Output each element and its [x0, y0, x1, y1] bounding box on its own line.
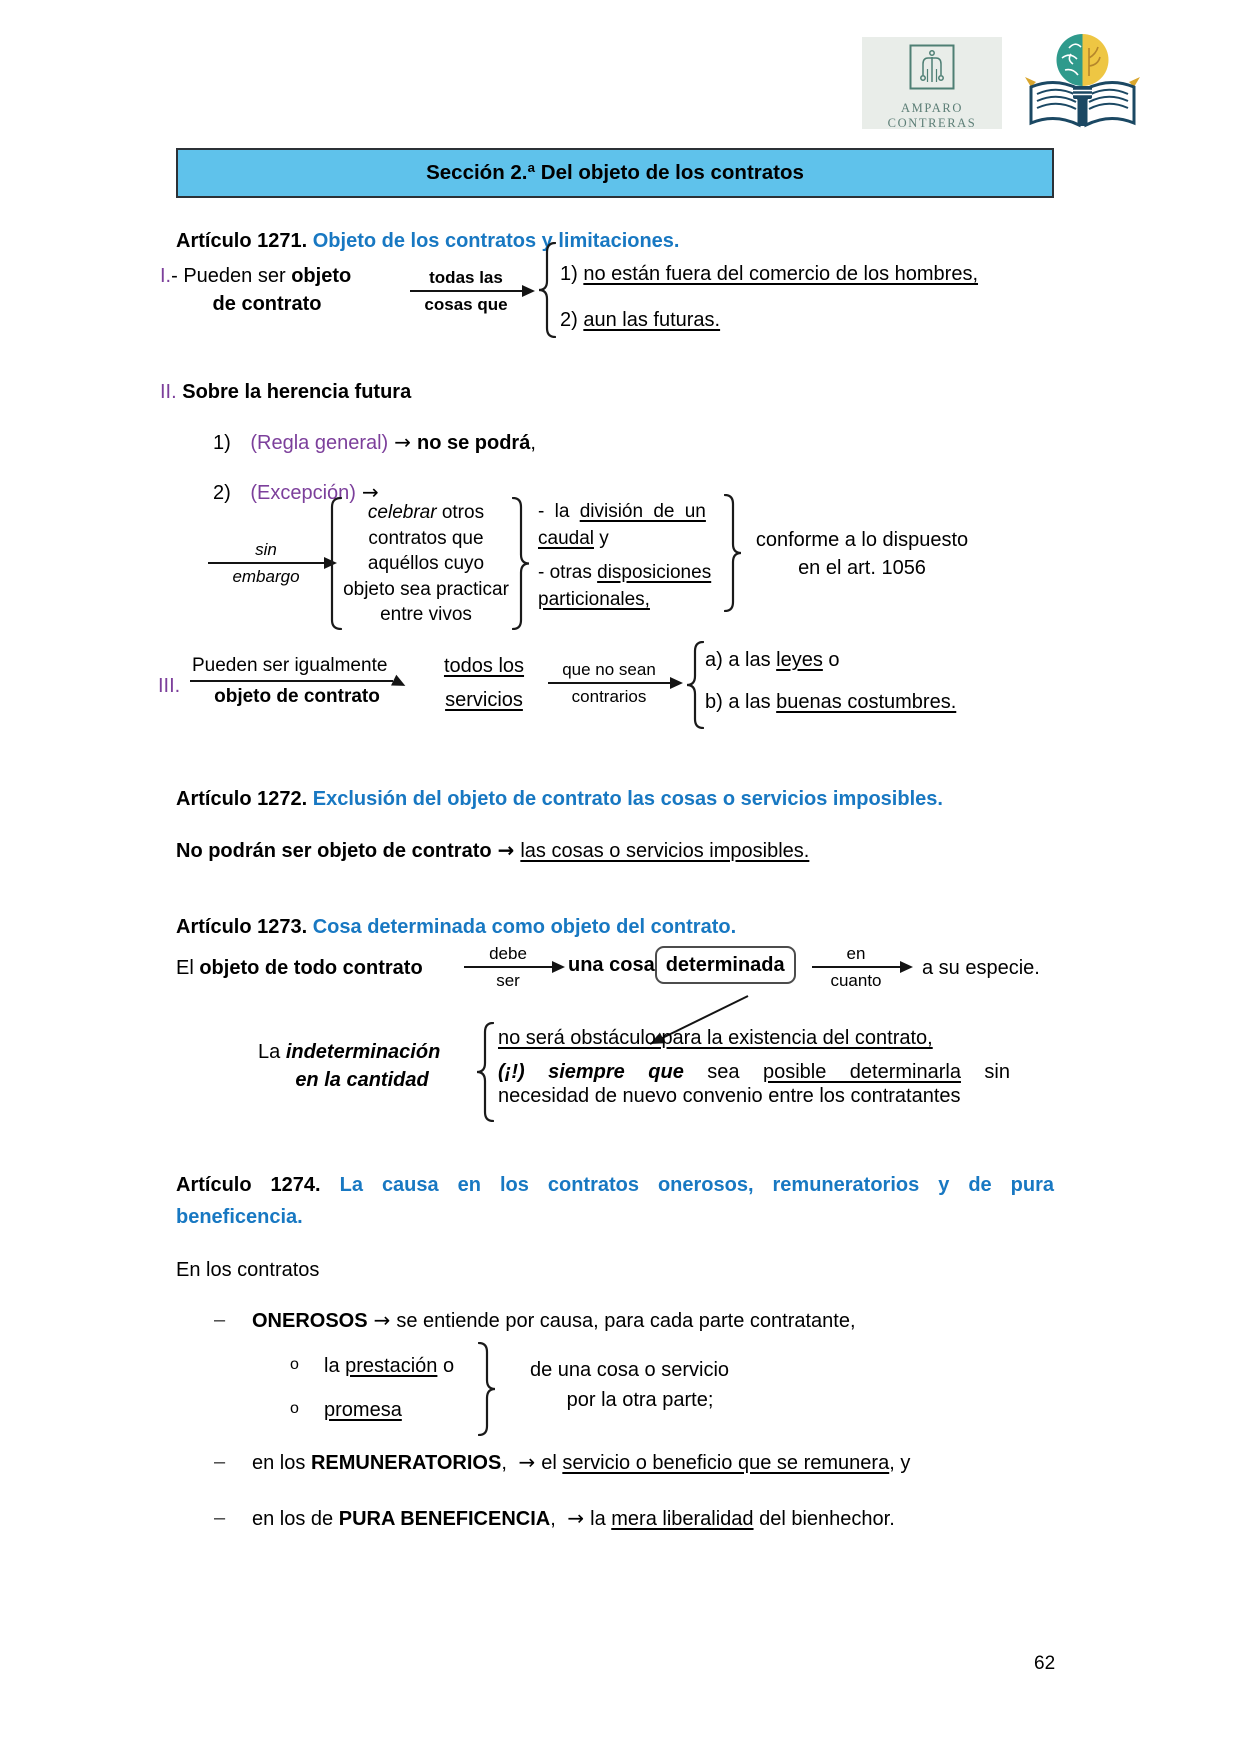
s3-b-num: b) — [705, 691, 729, 713]
right-arrow-icon: → — [373, 1308, 391, 1332]
ser-label: ser — [496, 971, 520, 990]
s3-flow-arrow — [548, 660, 670, 706]
g2-l2u: caudal — [538, 528, 594, 549]
box-l4: objeto sea practicar — [343, 578, 509, 600]
s3-a-u: leyes — [776, 649, 823, 671]
right-arrow-icon: → — [567, 1506, 585, 1530]
brace-icon — [512, 497, 530, 630]
cuanto-label: cuanto — [830, 971, 882, 990]
brain-bulb-book-icon — [1025, 30, 1140, 136]
conforme-l1: conforme a lo dispuesto — [755, 529, 969, 551]
g2-l1u: división de un — [579, 501, 706, 522]
s3-a-num: a) — [705, 649, 729, 671]
a1273-row-end: a su especie. — [922, 957, 1040, 979]
g2-l1a: - la — [538, 501, 580, 522]
s2-point-1 — [213, 430, 536, 455]
right-arrow-icon — [208, 562, 324, 564]
sub-bullet-promesa — [324, 1398, 402, 1422]
a1274-intro: En los contratos — [176, 1259, 320, 1281]
s2-header — [160, 380, 411, 404]
onerosos-rest: se entiende por causa, para cada parte contratante, — [396, 1310, 856, 1332]
section-banner — [176, 148, 1054, 198]
roman-numeral-1: I. — [160, 265, 172, 287]
brace-icon — [686, 641, 704, 729]
s1-item-2 — [560, 308, 720, 332]
s2-box-content — [342, 500, 510, 628]
a1273-el: El — [176, 957, 200, 979]
b2-comma: , — [501, 1452, 513, 1474]
right-arrow-icon — [410, 290, 522, 292]
s3-mid-l1: todos los — [443, 655, 525, 677]
embargo-label: embargo — [232, 567, 300, 586]
s2-point-2-num: 2) — [213, 482, 231, 504]
ind-la: La — [258, 1041, 286, 1063]
sub-right-text — [530, 1358, 750, 1412]
s1-item-1 — [560, 262, 978, 286]
article-1273-title: Cosa determinada como objeto del contrato. — [312, 916, 737, 938]
s3-mid-l2: servicios — [445, 689, 523, 711]
b2-u: servicio o beneficio que se remunera — [562, 1452, 890, 1474]
s2-header-title: Sobre la herencia futura — [182, 381, 412, 403]
s1-label-bold1: objeto — [291, 265, 352, 287]
s3-label-l2: objeto de contrato — [214, 686, 380, 707]
roman-numeral-3: III. — [158, 675, 181, 697]
right-arrow-icon: → — [361, 480, 379, 504]
sin-embargo-arrow — [208, 540, 324, 586]
en-label: en — [846, 944, 866, 963]
indeterminacion-label — [258, 1040, 466, 1092]
s3-arrow-bottom-label: contrarios — [571, 687, 647, 706]
brain-book-logo — [1025, 30, 1140, 141]
circle-bullet-marker: o — [290, 1400, 299, 1417]
sub1-post: o — [437, 1355, 455, 1377]
s3-item-a — [705, 648, 840, 672]
s1-arrow-bottom-label: cosas que — [424, 295, 508, 314]
ind-bold2: en la cantidad — [295, 1069, 429, 1091]
b3-end: del bienhechor. — [753, 1508, 895, 1530]
s2-point-1-num: 1) — [213, 432, 231, 454]
s3-item-b — [705, 690, 956, 714]
article-1274-title-l2: beneficencia. — [176, 1206, 303, 1228]
b3-bold: PURA BENEFICENCIA — [338, 1508, 551, 1530]
brace-icon — [476, 1022, 494, 1122]
box-l2: contratos que — [368, 527, 484, 549]
bullet-dash: – — [214, 1309, 226, 1331]
ind-line2-sea: sea — [683, 1061, 763, 1083]
article-1274-label: Artículo 1274. — [176, 1174, 321, 1196]
amparo-contreras-logo — [862, 37, 1002, 129]
bullet-dash: – — [214, 1507, 226, 1529]
b3-comma: , — [550, 1508, 562, 1530]
brand-name: AMPARO CONTRERAS — [887, 101, 977, 130]
sub-bullet-prestacion — [324, 1354, 454, 1378]
right-arrow-icon — [464, 966, 552, 968]
brace-icon — [478, 1342, 496, 1436]
article-1274-heading — [176, 1172, 1054, 1230]
article-1273-label: Artículo 1273. — [176, 916, 308, 938]
right-arrow-icon: → — [394, 430, 411, 454]
circle-bullet-marker: o — [290, 1356, 299, 1373]
right-arrow-icon — [548, 682, 670, 684]
sub2-u: promesa — [324, 1399, 402, 1421]
s3-label-l1: Pueden ser igualmente — [190, 654, 393, 682]
s3-label — [190, 654, 404, 709]
s2-point-1-comma: , — [530, 432, 536, 454]
indeterminacion-content — [498, 1026, 1010, 1108]
article-1271-label: Artículo 1271. — [176, 230, 308, 252]
b2-el: el — [541, 1452, 563, 1474]
ind-line2-u: posible determinarla — [762, 1061, 961, 1083]
s1-label — [160, 264, 374, 316]
article-1271-heading — [176, 228, 679, 254]
bullet-pura-beneficencia — [252, 1506, 895, 1531]
s3-a-post: o — [822, 649, 840, 671]
s1-flow-arrow — [410, 268, 522, 314]
s1-item-1-text: no están fuera del comercio de los hombres, — [583, 263, 979, 285]
debe-ser-arrow — [464, 944, 552, 990]
s1-label-bold2: de contrato — [212, 293, 322, 315]
s3-b-u: buenas costumbres. — [776, 691, 957, 713]
article-1273-heading — [176, 914, 736, 940]
right-arrow-icon: → — [497, 838, 515, 862]
g2-l4u: particionales, — [538, 589, 650, 610]
article-1272-heading — [176, 786, 943, 812]
debe-label: debe — [489, 944, 527, 963]
conforme-l2: en el art. 1056 — [798, 557, 926, 579]
a1273-bold: objeto de todo contrato — [199, 957, 423, 979]
b3-u: mera liberalidad — [611, 1508, 754, 1530]
onerosos-bold: ONEROSOS — [252, 1310, 368, 1332]
s3-b-pre: a las — [728, 691, 777, 713]
a1272-bold: No podrán ser objeto de contrato — [176, 840, 492, 862]
box-l1b: otros — [436, 502, 485, 523]
s1-item-2-text: aun las futuras. — [583, 309, 721, 331]
roman-numeral-2: II. — [160, 381, 177, 403]
article-1272-title: Exclusión del objeto de contrato las cosas o servicios imposibles. — [312, 788, 943, 810]
bullet-remuneratorios — [252, 1450, 910, 1475]
brace-icon — [538, 242, 556, 338]
s1-label-pre: - Pueden ser — [171, 265, 292, 287]
article-1271-title: Objeto de los contratos y limitaciones. — [312, 230, 680, 252]
s2-conforme — [748, 526, 976, 582]
s1-item-1-num: 1) — [560, 263, 584, 285]
s2-point-1-bold: no se podrá — [416, 432, 531, 454]
box-l3: aquéllos cuyo — [367, 553, 485, 574]
a1273-row-start — [176, 956, 423, 980]
celebrar-italic: celebrar — [367, 502, 437, 523]
s3-a-pre: a las — [728, 649, 777, 671]
article-1274-title-l1: La causa en los contratos onerosos, remuneratorios y de pura — [339, 1174, 1055, 1196]
section-banner-title: Sección 2.ª Del objeto de los contratos — [426, 161, 804, 184]
article-1272-label: Artículo 1272. — [176, 788, 308, 810]
s3-arrow-top-label: que no sean — [562, 660, 656, 679]
a1272-underlined: las cosas o servicios imposibles. — [520, 840, 810, 862]
ind-line3: necesidad de nuevo convenio entre los contratantes — [498, 1085, 961, 1107]
s2-point-1-paren: (Regla general) — [250, 432, 389, 454]
scales-icon — [909, 44, 955, 90]
right-arrow-icon: → — [518, 1450, 536, 1474]
sub1-u: prestación — [345, 1355, 438, 1377]
b3-pre: en los de — [252, 1508, 339, 1530]
page-number: 62 — [1034, 1653, 1056, 1674]
b2-bold: REMUNERATORIOS — [310, 1452, 502, 1474]
article-1272-body — [176, 838, 809, 863]
ind-line1: no será obstáculo para la existencia del contrato, — [498, 1027, 933, 1049]
a1273-una-cosa: una cosa — [568, 954, 655, 976]
bullet-dash: – — [214, 1451, 226, 1473]
b2-pre: en los — [252, 1452, 311, 1474]
s1-arrow-top-label: todas las — [429, 268, 503, 287]
b3-la: la — [590, 1508, 612, 1530]
s3-mid — [436, 654, 532, 712]
g2-l3u: disposiciones — [597, 562, 712, 583]
s2-point-2-paren: (Excepción) — [250, 482, 356, 504]
sub-right-l2: por la otra parte; — [566, 1389, 714, 1411]
right-arrow-icon — [812, 966, 900, 968]
en-cuanto-arrow — [812, 944, 900, 990]
brace-icon — [724, 494, 742, 612]
bullet-onerosos — [252, 1308, 856, 1333]
sin-label: sin — [255, 540, 277, 559]
ind-bold1: indeterminación — [285, 1041, 441, 1063]
s1-item-2-num: 2) — [560, 309, 584, 331]
s2-group2 — [538, 498, 722, 613]
b2-end: , y — [889, 1452, 911, 1474]
sub-right-l1: de una cosa o servicio — [530, 1359, 730, 1381]
a1273-cosa-determinada — [568, 946, 796, 984]
g2-l3a: - otras — [538, 562, 598, 583]
ind-line2-sin: sin — [960, 1061, 1010, 1083]
determinada-box: determinada — [655, 946, 796, 984]
box-l5: entre vivos — [380, 604, 472, 625]
ind-line2-bi: (¡!) siempre que — [498, 1061, 684, 1083]
sub1-pre: la — [324, 1355, 346, 1377]
g2-l2b: y — [594, 528, 609, 549]
